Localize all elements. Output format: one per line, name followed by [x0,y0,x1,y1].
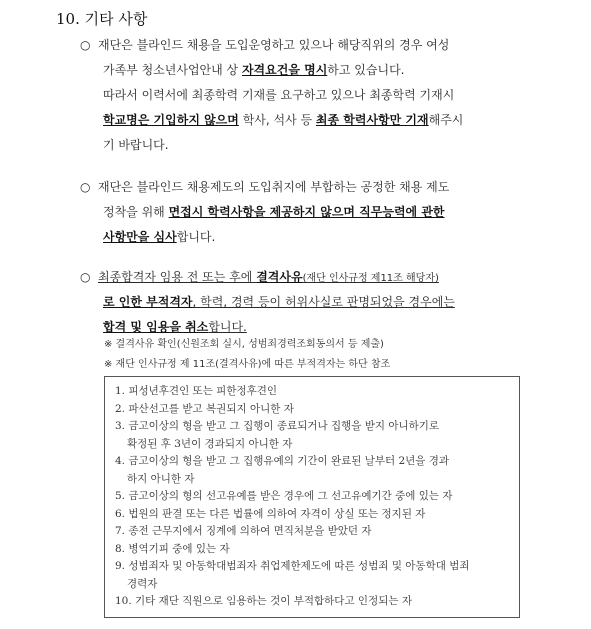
text-segment: 합니다. [176,230,216,244]
paragraph-blind-hiring [80,33,580,158]
list-item: 3. 금고이상의 형을 받고 그 집행이 종료되거나 집행을 받지 아니하기로 [115,420,440,432]
list-item: 8. 병역기피 중에 있는 자 [115,542,230,555]
paragraph-line [80,83,580,108]
list-item: 10. 기타 재단 직원으로 임용하는 것이 부적합하다고 인정되는 자 [115,595,412,607]
text-segment: 최종합격자 임용 전 또는 후에 [98,270,257,284]
list-item-continuation: 경력자 [127,577,158,590]
paragraph-line [80,108,580,133]
list-item: 5. 금고이상의 형의 선고유예를 받은 경우에 그 선고유예기간 중에 있는 자 [115,490,453,502]
paragraph-line [80,290,580,315]
bullet-circle-icon: ○ [80,270,91,284]
emphasis-text: 로 인한 부적격자 [103,295,193,309]
paragraph-line [80,265,580,290]
text-segment: 정착을 위해 [103,205,169,219]
text-segment: 합니다. [208,320,247,334]
emphasis-text: 학교명은 기입하지 않으며 [103,113,239,127]
text-segment: 해주시 [428,113,464,127]
list-item-continuation: 확정된 후 3년이 경과되지 아니한 자 [127,437,293,450]
bullet-circle-icon: ○ [80,38,91,52]
text-segment: , 학력, 경력 등이 허위사실로 판명되었을 경우에는 [192,295,455,309]
paragraph-line [80,133,580,158]
text-segment: 재단은 블라인드 채용을 도입운영하고 있으나 해당직위의 경우 여성 [98,38,450,52]
paragraph-disqualification [80,265,580,340]
text-segment: 학사, 석사 등 [238,113,316,127]
list-item: 1. 피성년후견인 또는 피한정후견인 [115,385,278,397]
regulation-reference: (재단 인사규정 제11조 해당자) [302,273,439,284]
list-item: 9. 성범죄자 및 아동학대범죄자 취업제한제도에 따른 성범죄 및 아동학대 범죄 [115,560,470,572]
text-segment: 가족부 청소년사업안내 상 [103,63,242,77]
list-item: 4. 금고이상의 형을 받고 그 집행유예의 기간이 완료된 날부터 2년을 경과 [115,455,450,467]
emphasis-text: 합격 및 임용을 취소 [103,320,209,334]
bullet-circle-icon: ○ [80,180,91,194]
list-item: 7. 종전 근무지에서 징계에 의하여 면직처분을 받았던 자 [115,525,372,537]
section-title: 10. 기타 사항 [56,10,148,28]
emphasis-text: 사항만을 심사 [103,230,177,244]
paragraph-interview-policy [80,175,580,250]
text-segment: 하고 있습니다. [327,63,405,77]
text-segment: 재단은 블라인드 채용제도의 도입취지에 부합하는 공정한 채용 제도 [98,180,450,194]
list-item: 6. 법원의 판결 또는 다른 법률에 의하여 자격이 상실 또는 정지된 자 [115,507,426,520]
paragraph-line [80,200,580,225]
note-line: ※ 결격사유 확인(신원조회 실시, 성범죄경력조회동의서 등 제출) [104,339,384,350]
emphasis-text: 면접시 학력사항을 제공하지 않으며 직무능력에 관한 [168,205,445,219]
notes [104,335,390,375]
emphasis-text: 결격사유 [256,270,303,284]
paragraph-line [80,175,580,200]
note-line: ※ 재단 인사규정 제 11조(결격사유)에 따른 부적격자는 하단 참조 [104,359,391,370]
disqualification-list-box [104,376,520,618]
emphasis-text: 최종 학력사항만 기재 [315,113,429,127]
emphasis-text: 자격요건을 명시 [241,63,328,77]
text-segment: 따라서 이력서에 최종학력 기재를 요구하고 있으나 최종학력 기재시 [103,88,455,102]
list-item-continuation: 하지 아니한 자 [127,472,195,485]
list-item: 2. 파산선고를 받고 복권되지 아니한 자 [115,402,294,415]
paragraph-line [80,225,580,250]
paragraph-line [80,58,580,83]
paragraph-line [80,33,580,58]
text-segment: 기 바랍니다. [103,138,169,152]
